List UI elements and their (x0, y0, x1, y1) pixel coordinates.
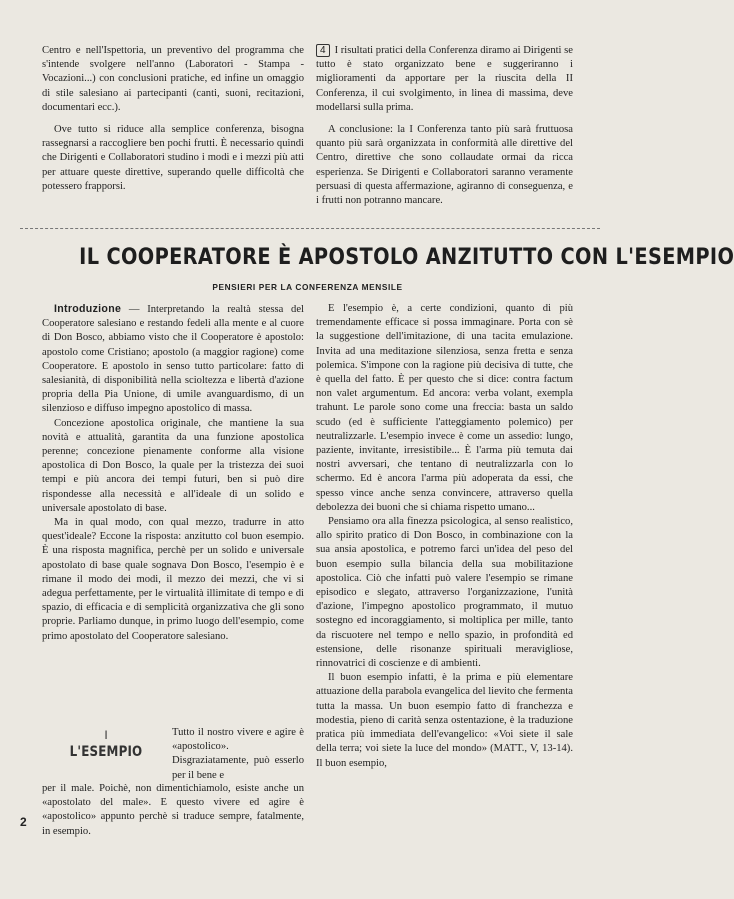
top-right-column (316, 44, 573, 208)
page-number: 2 (20, 815, 27, 829)
section-side-text (172, 726, 304, 783)
article-right-column (316, 302, 573, 771)
right-paragraph-3: Il buon esempio infatti, è la prima e più elementare attuazione della parabola evangelica del lievito che fermenta tutta la massa. Un buon esempio fatto di franchezza e modestia, pieno di carità senza ostentazione, è la traduzione pratica più immediata dell'evangelico: «Voi siete il sale della terra; voi siete la luce del mondo» (MATT., V, 13-14). Il buon esempio, (316, 672, 573, 769)
item-number-box: 4 (316, 44, 330, 57)
section-paragraph-start: Tutto il nostro vivere e agire è «apostolico». Disgraziatamente, può esserlo per il bene e (172, 727, 304, 781)
left-paragraph-2: Concezione apostolica originale, che mantiene la sua novità e attualità, garantita da una funzione apostolica perenne; concezione pienamente conforme alla visione apostolica di Don Bosco, la quale per la tristezza dei suoi tempi e più ancora dei tempi futuri, ben si può dire rispondesse alla necessità e all'ideale di un solido e universale apostolato di base. (42, 417, 304, 514)
right-paragraph-1: E l'esempio è, a certe condizioni, quanto di più tremendamente efficace si possa immaginare. Porta con sè la suggestione dell'imitazione, di una tacita emulazione. Invita ad una meditazione silenziosa, senza fretta e senza polemica. S'impone con la ragione più decisiva di tutte, che è quella del fatto. È per questo che si dice: contra factum non valet argumentum. Ed ancora: verba volant, exempla trahunt. Le parole sono come una freccia: basta un saldo scudo (ed è sufficiente l'atteggiamento polemico) per neutralizzarle. L'esempio invece è come un assedio: lungo, paziente, invitante, irresistibile... È l'arma più temuta dai nostri avversari, che tentano di neutralizzarla con lo schermo. Ed è ancora l'arma più adoperata da essi, che spesso vince anche senza convincere, attraverso quella debolezza dei buoni che si chiama rispetto umano... (316, 303, 573, 513)
top-left-column (42, 44, 304, 194)
top-right-paragraph-2: A conclusione: la I Conferenza tanto più sarà fruttuosa quanto più sarà organizzata in conformità alle direttive del Centro, direttive che sono collaudate ormai da ricca esperienza. Se Dirigenti e Collaboratori saranno veramente persuasi di questa affermazione, agiranno di conseguenza, e i frutti non potranno mancare. (316, 124, 573, 207)
article-title: IL COOPERATORE È APOSTOLO ANZITUTTO CON L'ESEMPIO (79, 244, 734, 270)
top-left-paragraph-2: Ove tutto si riduce alla semplice conferenza, bisogna rassegnarsi a raccogliere ben pochi frutti. È necessario quindi che Dirigenti e Collaboratori studino i modi e i mezzi più atti per attuare queste direttive, superando quelle difficoltà che potessero frapporsi. (42, 124, 304, 192)
section-paragraph-continuation: per il male. Poichè, non dimentichiamolo, esiste anche un «apostolato del male». E questo vivere ed agire è «apostolico» appunto perchè si traduce sempre, fatalmente, in esempio. (42, 783, 304, 837)
section-divider (20, 228, 600, 229)
right-paragraph-2: Pensiamo ora alla finezza psicologica, al senso realistico, allo spirito pratico di Don Bosco, in combinazione con la sua ansia apostolica, e potremo farci un'idea del peso del buon esempio sulla bilancia della sua mobilitazione apostolica. Ciò che infatti può valere l'esempio se rimane episodico e slegato, attraverso l'organizzazione, l'unità d'azione, l'impegno apostolico programmato, il mutuo sostegno ed incoraggiamento, si moltiplica per mille, tanto da riscuotere nel tempo e nello spazio, in profondità ed estensione, delle risonanze spirituali meravigliose, rinnovatrici di coscienze e di ambienti. (316, 516, 573, 670)
left-paragraph-3: Ma in qual modo, con qual mezzo, tradurre in atto quest'ideale? Eccone la risposta: anzitutto col buon esempio. È una risposta magnifica, perchè per un solido e universale apostolato di base quale sognava Don Bosco, l'esempio è e rimane il modo dei modi, il mezzo dei mezzi, che vi si adegua perfettamente, per le virtualità illimitate di tempo e di spazio, di efficacia e di semplicità organizzativa che gli sono proprie. Parliamo dunque, in primo luogo dell'esempio, come primo apostolato del Cooperatore salesiano. (42, 517, 304, 642)
intro-text: — Interpretando la realtà stessa del Cooperatore salesiano e restando fedeli alla mente e al cuore di Don Bosco, abbiamo visto che il Cooperatore è apostolo: apostolo come Cristiano; apostolo (a maggior ragione) come Cooperatore. E apostolo in senso tutto particolare: fatto di salesianità, di disponibilità nella scioltezza e libertà d'azione propria della Pia Unione, di umile avanguardismo, di un silenzioso e diffuso impegno apostolico di massa. (42, 304, 304, 415)
section-label: L'ESEMPIO (69, 744, 143, 760)
article-left-column (42, 302, 304, 644)
section-number: I (104, 728, 108, 742)
top-left-paragraph-1: Centro e nell'Ispettoria, un preventivo del programma che s'intende svolgere nell'anno (Laboratori - Stampa - Vocazioni...) con conclusioni pratiche, ed infine un omaggio di stile salesiano ai partecipanti (canti, suoni, recitazioni, documentari ecc.). (42, 45, 304, 113)
top-right-paragraph-1 (316, 44, 573, 115)
section-heading (48, 728, 164, 760)
intro-lead: Introduzione (54, 303, 122, 315)
section-continuation (42, 782, 304, 839)
intro-paragraph (42, 302, 304, 417)
article-subtitle: PENSIERI PER LA CONFERENZA MENSILE (212, 282, 403, 292)
top-right-paragraph-1-text: I risultati pratici della Conferenza diramo ai Dirigenti se tutto è stato organizzato bene e suggeriranno i miglioramenti da apportare per la riuscita della II Conferenza, il cui svolgimento, in linea di massima, deve modellarsi sulla prima. (316, 45, 573, 113)
